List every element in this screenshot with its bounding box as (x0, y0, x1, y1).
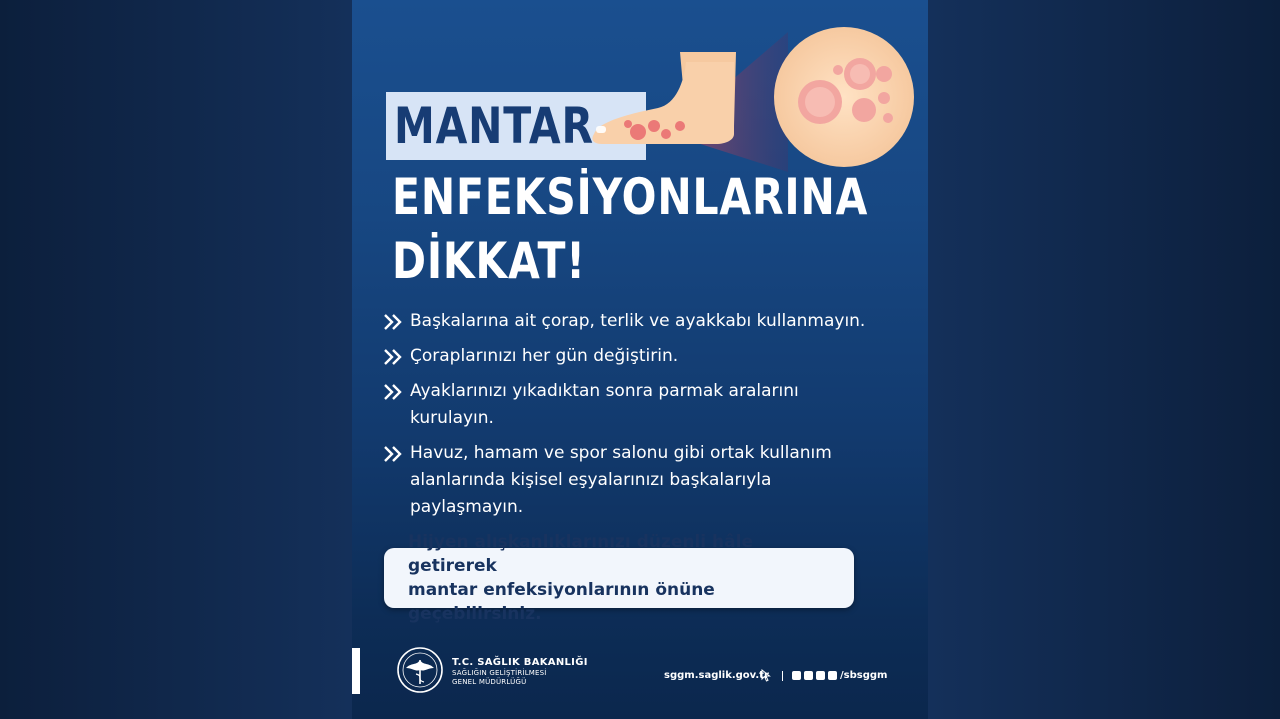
ministry-logo-icon (396, 646, 444, 694)
list-item (382, 343, 902, 370)
social-icons (792, 671, 837, 680)
list-item (382, 308, 902, 335)
foot-infection-illustration (588, 22, 918, 192)
footer-accent-bar (352, 648, 360, 694)
title-line-1: MANTAR (394, 97, 594, 155)
double-chevron-right-icon (382, 382, 404, 402)
list-item-text: Başkalarına ait çorap, terlik ve ayakkabı kullanmayın. (410, 311, 866, 331)
ministry-name: T.C. SAĞLIK BAKANLIĞI (452, 657, 588, 668)
facebook-icon[interactable] (804, 671, 813, 680)
instagram-icon[interactable] (792, 671, 801, 680)
social-handle[interactable]: /sbsggm (840, 670, 888, 681)
ministry-sub-2: GENEL MÜDÜRLÜĞÜ (452, 678, 527, 686)
ministry-sub-1: SAĞLIĞIN GELİŞTİRİLMESİ (452, 669, 547, 677)
poster (352, 0, 928, 719)
background-left (0, 0, 352, 719)
ministry-text (452, 656, 588, 687)
cursor-click-icon (760, 668, 772, 682)
hygiene-callout (384, 532, 854, 624)
toenail (596, 126, 606, 133)
x-icon[interactable] (816, 671, 825, 680)
callout-text (408, 530, 830, 626)
title-line-3: DİKKAT! (392, 232, 586, 290)
advice-list (382, 308, 902, 529)
list-item (382, 378, 902, 432)
callout-line-1: Hijyen alışkanlıklarınızı düzenli hâle getirerek (408, 532, 753, 576)
footer-divider (782, 671, 783, 681)
double-chevron-right-icon (382, 444, 404, 464)
callout-line-2: mantar enfeksiyonlarının önüne geçebilirsiniz. (408, 580, 715, 624)
title-line-2: ENFEKSİYONLARINA (392, 168, 869, 226)
double-chevron-right-icon (382, 312, 404, 332)
list-item-text: Havuz, hamam ve spor salonu gibi ortak kullanım alanlarında kişisel eşyalarınızı başkalarıyla paylaşmayın. (410, 443, 832, 517)
double-chevron-right-icon (382, 347, 404, 367)
list-item-text: Ayaklarınızı yıkadıktan sonra parmak aralarını kurulayın. (410, 381, 799, 428)
zoom-circle (774, 27, 914, 167)
list-item-text: Çoraplarınızı her gün değiştirin. (410, 346, 679, 366)
list-item (382, 440, 902, 521)
website-link[interactable]: sggm.saglik.gov.tr (664, 670, 769, 681)
youtube-icon[interactable] (828, 671, 837, 680)
background-right (928, 0, 1280, 719)
